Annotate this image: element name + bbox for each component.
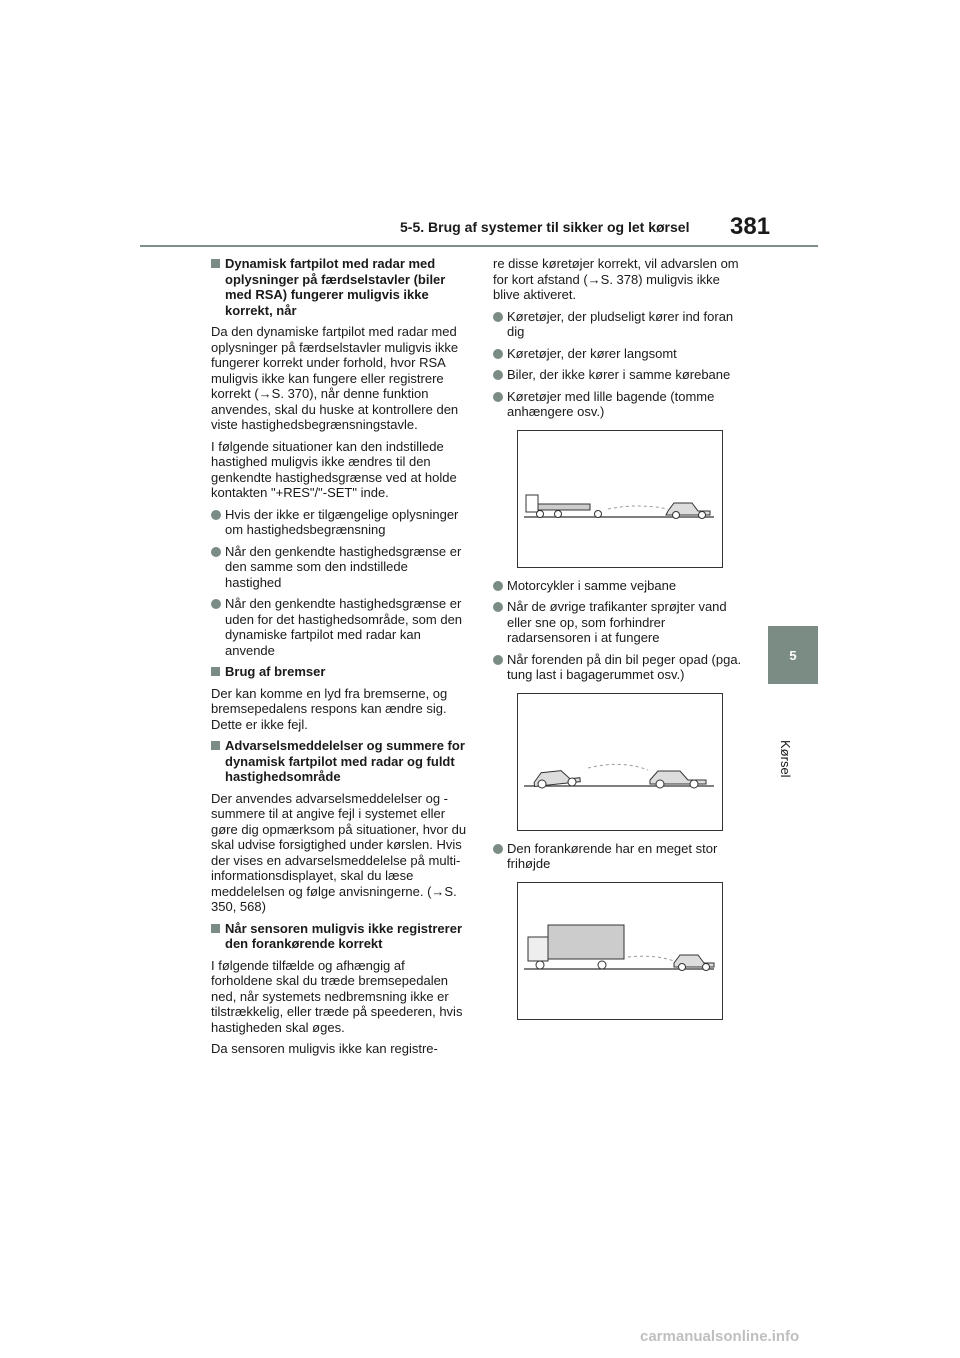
paragraph: Der kan komme en lyd fra bremserne, og bremsepedalens respons kan ændre sig. Dette er ikke fejl. [211,685,448,732]
square-bullet-icon [211,259,220,268]
paragraph: re disse køretøjer korrekt, vil advarslen om for kort afstand (→S. 378) muligvis ikke blive aktiveret. [493,256,739,302]
section-title: 5-5. Brug af systemer til sikker og let kørsel [400,219,690,235]
list-item [493,389,749,420]
section-heading [211,664,467,680]
circle-bullet-icon [211,599,221,609]
heading-text: Dynamisk fartpilot med radar med oplysninger på færdselstavler (biler med RSA) fungerer muligvis ikke korrekt, når [225,256,446,318]
heading-text: Når sensoren muligvis ikke registrerer den forankørende korrekt [225,920,463,951]
heading-text: Advarselsmeddelelser og summere for dynamisk fartpilot med radar og fuldt hastighedsområde [225,738,465,784]
list-item [493,578,749,594]
list-item-text: Den forankørende har en meget stor frihøjde [507,840,718,871]
circle-bullet-icon [211,547,221,557]
square-bullet-icon [211,924,220,933]
list-item-text: Biler, der ikke kører i samme kørebane [507,367,731,382]
list-item-text: Når forenden på din bil peger opad (pga. tung last i bagagerummet osv.) [507,651,742,682]
list-item [493,309,749,340]
circle-bullet-icon [493,392,503,402]
list-item-text: Køretøjer med lille bagende (tomme anhængere osv.) [507,388,715,419]
circle-bullet-icon [493,581,503,591]
chapter-number: 5 [789,647,797,663]
nose-up-illustration [518,694,722,830]
circle-bullet-icon [493,655,503,665]
illustration-trailer [517,430,723,568]
circle-bullet-icon [493,312,503,322]
paragraph: I følgende situationer kan den indstillede hastighed muligvis ikke ændres til den genkendte hastighedsgrænse ved at holde kontakten "+RES"/"-SET" inde. [211,438,457,500]
high-clearance-illustration [518,883,722,1019]
paragraph: I følgende tilfælde og afhængig af forholdene skal du træde bremsepedalen ned, når systemets nedbremsning ikke er tilstrækkelig, eller træde på speederen, hvis hastigheden skal øges. [211,957,463,1035]
left-column [211,256,467,1063]
square-bullet-icon [211,667,220,676]
list-item [493,599,749,646]
list-item [211,544,467,591]
chapter-label: Kørsel [778,740,793,778]
circle-bullet-icon [211,510,221,520]
circle-bullet-icon [493,844,503,854]
header-rule [140,245,818,247]
section-heading [211,738,467,785]
list-item-text: Når de øvrige trafikanter sprøjter vand eller sne op, som forhindrer radarsensoren i at fungere [507,599,727,645]
circle-bullet-icon [493,370,503,380]
paragraph: Da sensoren muligvis ikke kan registre- [211,1041,438,1056]
list-item-text: Hvis der ikke er tilgængelige oplysninger om hastighedsbegrænsning [225,506,459,537]
illustration-high-clearance [517,882,723,1020]
list-item-text: Køretøjer, der pludseligt kører ind foran dig [507,308,734,339]
watermark: carmanualsonline.info [640,1328,800,1345]
paragraph: Der anvendes advarselsmeddelelser og -summere til at angive fejl i systemet eller gøre dig opmærksom på situationer, hvor du skal udvise forsigtighed under kørslen. Hvis der vises en advarselsmeddelelse på multi-informationsdisplayet, skal du læse meddelelsen og følge anvisningerne. (→S. 350, 568) [211,790,467,914]
list-item-text: Når den genkendte hastighedsgrænse er uden for det hastighedsområde, som den dynamiske fartpilot med radar kan anvende [225,596,463,658]
trailer-illustration [518,431,722,567]
chapter-tab [768,626,818,684]
list-item [211,596,467,658]
list-item [493,367,749,383]
heading-text: Brug af bremser [225,664,326,679]
circle-bullet-icon [493,602,503,612]
list-item-text: Motorcykler i samme vejbane [507,577,677,593]
list-item-text: Køretøjer, der kører langsomt [507,345,677,361]
illustration-nose-up [517,693,723,831]
page-number: 381 [730,213,771,240]
list-item [493,346,749,362]
list-item-text: Når den genkendte hastighedsgrænse er den samme som den indstillede hastighed [225,543,462,590]
list-item [493,841,749,872]
circle-bullet-icon [493,349,503,359]
list-item [493,652,749,683]
section-heading [211,921,467,952]
list-item [211,507,467,538]
right-column [493,256,749,1030]
square-bullet-icon [211,741,220,750]
section-heading [211,256,467,318]
paragraph: Da den dynamiske fartpilot med radar med oplysninger på færdselstavler muligvis ikke fungerer korrekt under forhold, hvor RSA muligvis ikke kan fungere eller registrere korrekt (→S. 370), når denne funktion anvendes, skal du huske at kontrollere den viste hastighedsbegrænsningstavle. [211,324,459,432]
